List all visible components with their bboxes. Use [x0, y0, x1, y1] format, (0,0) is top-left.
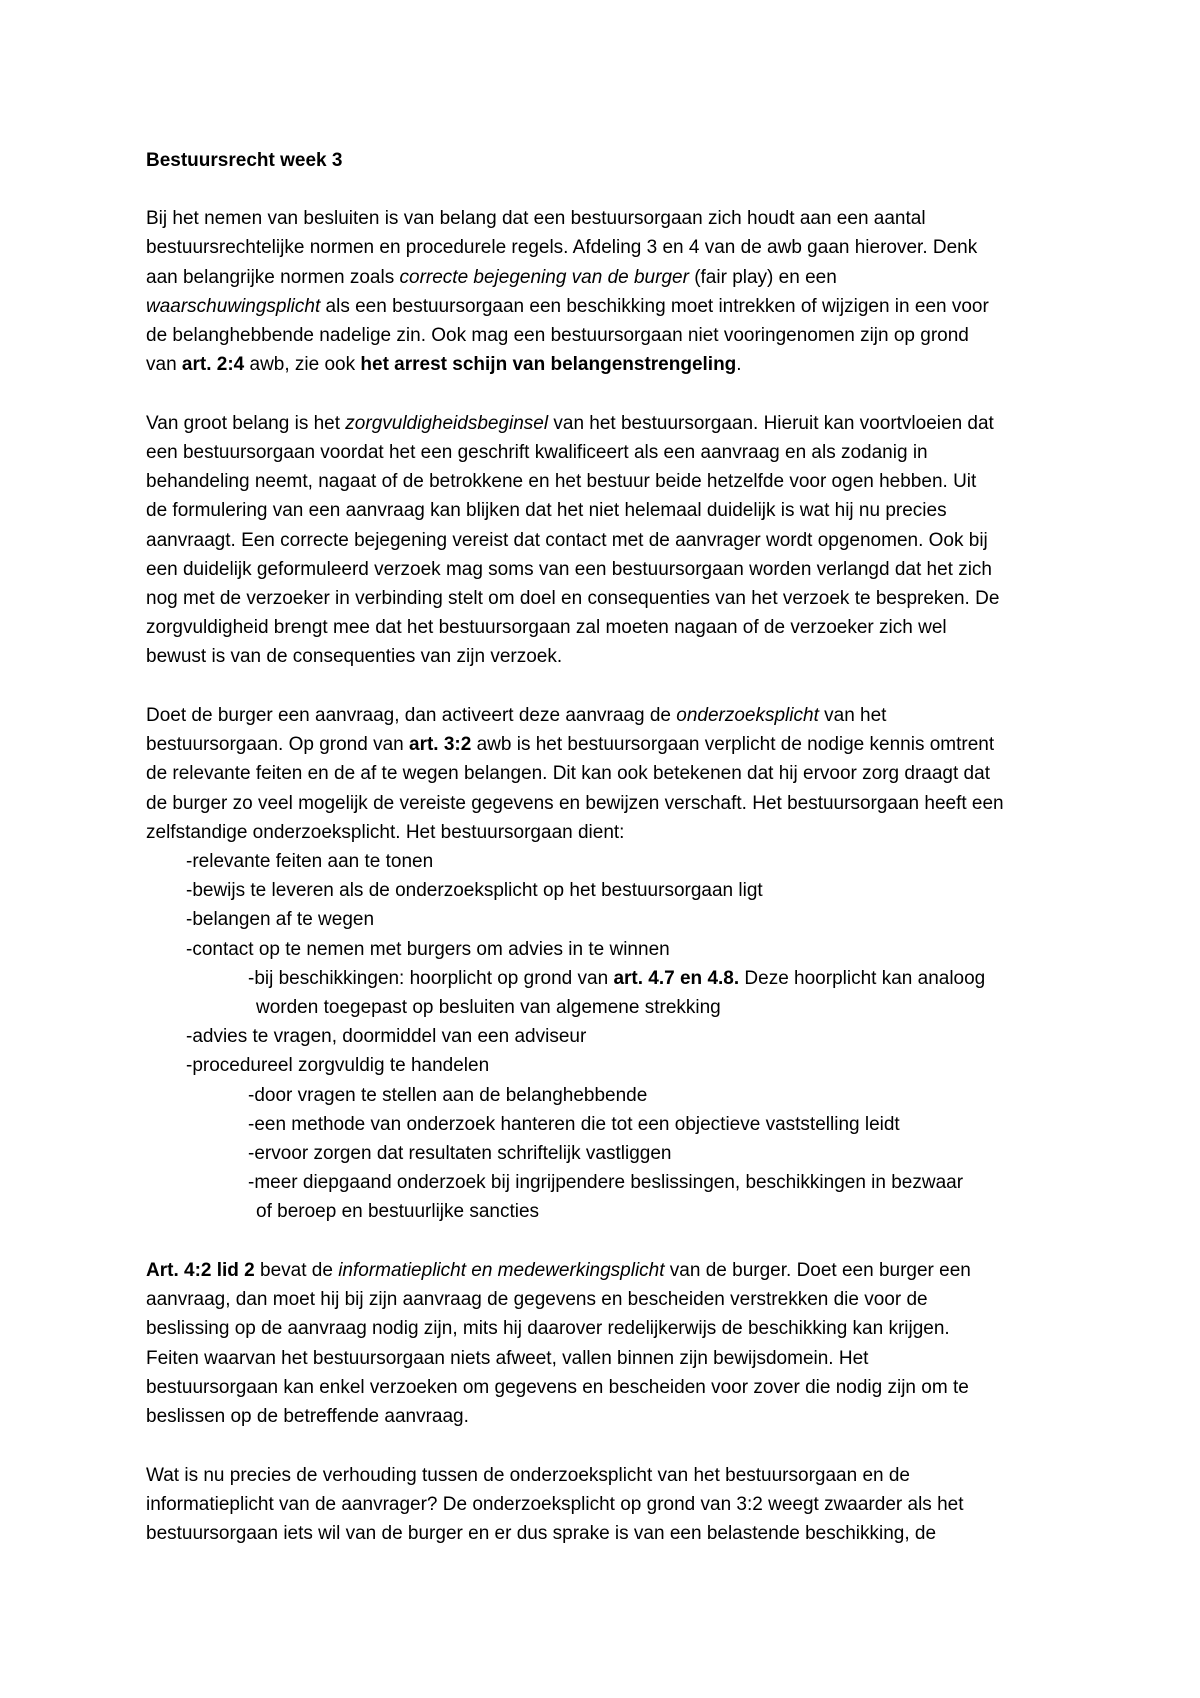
text-line: aan belangrijke normen zoals correcte bejegening van de burger (fair play) en een: [146, 266, 837, 288]
emphasis-term: waarschuwingsplicht: [146, 295, 321, 317]
article-reference: art. 2:4: [181, 354, 245, 376]
emphasis-term: onderzoeksplicht: [676, 705, 819, 727]
text-line: een bestuursorgaan voordat het een geschrift kwalificeert als een aanvraag en als zodanig in: [146, 442, 928, 464]
text-line: Wat is nu precies de verhouding tussen de onderzoeksplicht van het bestuursorgaan en de: [146, 1464, 910, 1486]
article-reference: art. 4.7 en 4.8.: [613, 967, 740, 989]
text-line: Feiten waarvan het bestuursorgaan niets afweet, vallen binnen zijn bewijsdomein. Het: [146, 1347, 869, 1369]
sub-list-item: -door vragen te stellen aan de belanghebbende: [248, 1084, 648, 1106]
list-item: -procedureel zorgvuldig te handelen: [186, 1055, 490, 1077]
text-line: aanvraagt. Een correcte bejegening vereist dat contact met de aanvrager wordt opgenomen. Ook bij: [146, 529, 988, 551]
emphasis-term: zorgvuldigheidsbeginsel: [345, 412, 549, 434]
text-line: Bij het nemen van besluiten is van belang dat een bestuursorgaan zich houdt aan een aantal: [146, 208, 926, 230]
text-line: bestuursorgaan iets wil van de burger en er dus sprake is van een belastende beschikking, de: [146, 1523, 937, 1545]
text-line: beslissing op de aanvraag nodig zijn, mits hij daarover redelijkerwijs de beschikking kan krijgen.: [146, 1318, 950, 1340]
text-line: bestuursorgaan. Op grond van art. 3:2 awb is het bestuursorgaan verplicht de nodige kennis omtrent: [146, 734, 995, 756]
article-reference: art. 3:2: [409, 734, 472, 756]
text-line: nog met de verzoeker in verbinding stelt om doel en consequenties van het verzoek te bespreken. De: [146, 588, 1000, 610]
article-reference: Art. 4:2 lid 2: [146, 1260, 255, 1282]
paragraph-3: [146, 701, 1056, 847]
list-item: -relevante feiten aan te tonen: [186, 851, 434, 873]
text-line: bestuursorgaan kan enkel verzoeken om gegevens en bescheiden voor zover die nodig zijn om te: [146, 1376, 969, 1398]
text-line: Doet de burger een aanvraag, dan activeert deze aanvraag de onderzoeksplicht van het: [146, 705, 887, 727]
emphasis-term: informatieplicht en medewerkingsplicht: [338, 1260, 665, 1282]
text-line: een duidelijk geformuleerd verzoek mag soms van een bestuursorgaan worden verlangd dat het zich: [146, 558, 992, 580]
text-line: Art. 4:2 lid 2 bevat de informatieplicht en medewerkingsplicht van de burger. Doet een burger een: [146, 1260, 971, 1282]
text-line: waarschuwingsplicht als een bestuursorgaan een beschikking moet intrekken of wijzigen in een voor: [146, 295, 989, 317]
paragraph-1: [146, 204, 1056, 379]
sub-list-item: -een methode van onderzoek hanteren die tot een objectieve vaststelling leidt: [248, 1113, 900, 1135]
sub-list-item: -meer diepgaand onderzoek bij ingrijpendere beslissingen, beschikkingen in bezwaar: [248, 1172, 964, 1194]
text-line: de formulering van een aanvraag kan blijken dat het niet helemaal duidelijk is wat hij nu precies: [146, 500, 947, 522]
text-line: bestuursrechtelijke normen en procedurele regels. Afdeling 3 en 4 van de awb gaan hierover. Denk: [146, 237, 978, 259]
duties-list: [146, 847, 1056, 1227]
list-item: -contact op te nemen met burgers om advies in te winnen: [186, 938, 670, 960]
text-line: zelfstandige onderzoeksplicht. Het bestuursorgaan dient:: [146, 821, 625, 843]
list-item: -advies te vragen, doormiddel van een adviseur: [186, 1026, 587, 1048]
text-line: beslissen op de betreffende aanvraag.: [146, 1406, 469, 1428]
emphasis-term: correcte bejegening van de burger: [399, 266, 689, 288]
text-line: bewust is van de consequenties van zijn verzoek.: [146, 646, 563, 668]
sub-list-item: -ervoor zorgen dat resultaten schriftelijk vastliggen: [248, 1143, 672, 1165]
sub-list-item: -bij beschikkingen: hoorplicht op grond van art. 4.7 en 4.8. Deze hoorplicht kan analoog: [248, 967, 986, 989]
text-line: de belanghebbende nadelige zin. Ook mag een bestuursorgaan niet vooringenomen zijn op grond: [146, 325, 969, 347]
text-line: van art. 2:4 awb, zie ook het arrest schijn van belangenstrengeling.: [146, 354, 742, 376]
document-title: Bestuursrecht week 3: [146, 150, 343, 171]
document-body: [146, 146, 1056, 1578]
case-reference: het arrest schijn van belangenstrengeling: [360, 354, 737, 376]
text-line: de relevante feiten en de af te wegen belangen. Dit kan ook betekenen dat hij ervoor zorg draagt dat: [146, 763, 990, 785]
sub-list-item-continuation: worden toegepast op besluiten van algemene strekking: [256, 997, 721, 1019]
list-item: -bewijs te leveren als de onderzoeksplicht op het bestuursorgaan ligt: [186, 880, 763, 902]
paragraph-2: [146, 409, 1056, 672]
text-line: Van groot belang is het zorgvuldigheidsbeginsel van het bestuursorgaan. Hieruit kan voortvloeien dat: [146, 412, 994, 434]
sub-list-item-continuation: of beroep en bestuurlijke sancties: [256, 1201, 540, 1223]
text-line: zorgvuldigheid brengt mee dat het bestuursorgaan zal moeten nagaan of de verzoeker zich wel: [146, 617, 947, 639]
text-line: de burger zo veel mogelijk de vereiste gegevens en bewijzen verschaft. Het bestuursorgaan heeft een: [146, 792, 1004, 814]
list-item: -belangen af te wegen: [186, 909, 375, 931]
paragraph-5: [146, 1461, 1056, 1549]
paragraph-4: [146, 1256, 1056, 1431]
text-line: aanvraag, dan moet hij bij zijn aanvraag de gegevens en bescheiden verstrekken die voor de: [146, 1289, 928, 1311]
text-line: behandeling neemt, nagaat of de betrokkene en het bestuur beide hetzelfde voor ogen hebben. Uit: [146, 471, 977, 493]
text-line: informatieplicht van de aanvrager? De onderzoeksplicht op grond van 3:2 weegt zwaarder als het: [146, 1493, 964, 1515]
